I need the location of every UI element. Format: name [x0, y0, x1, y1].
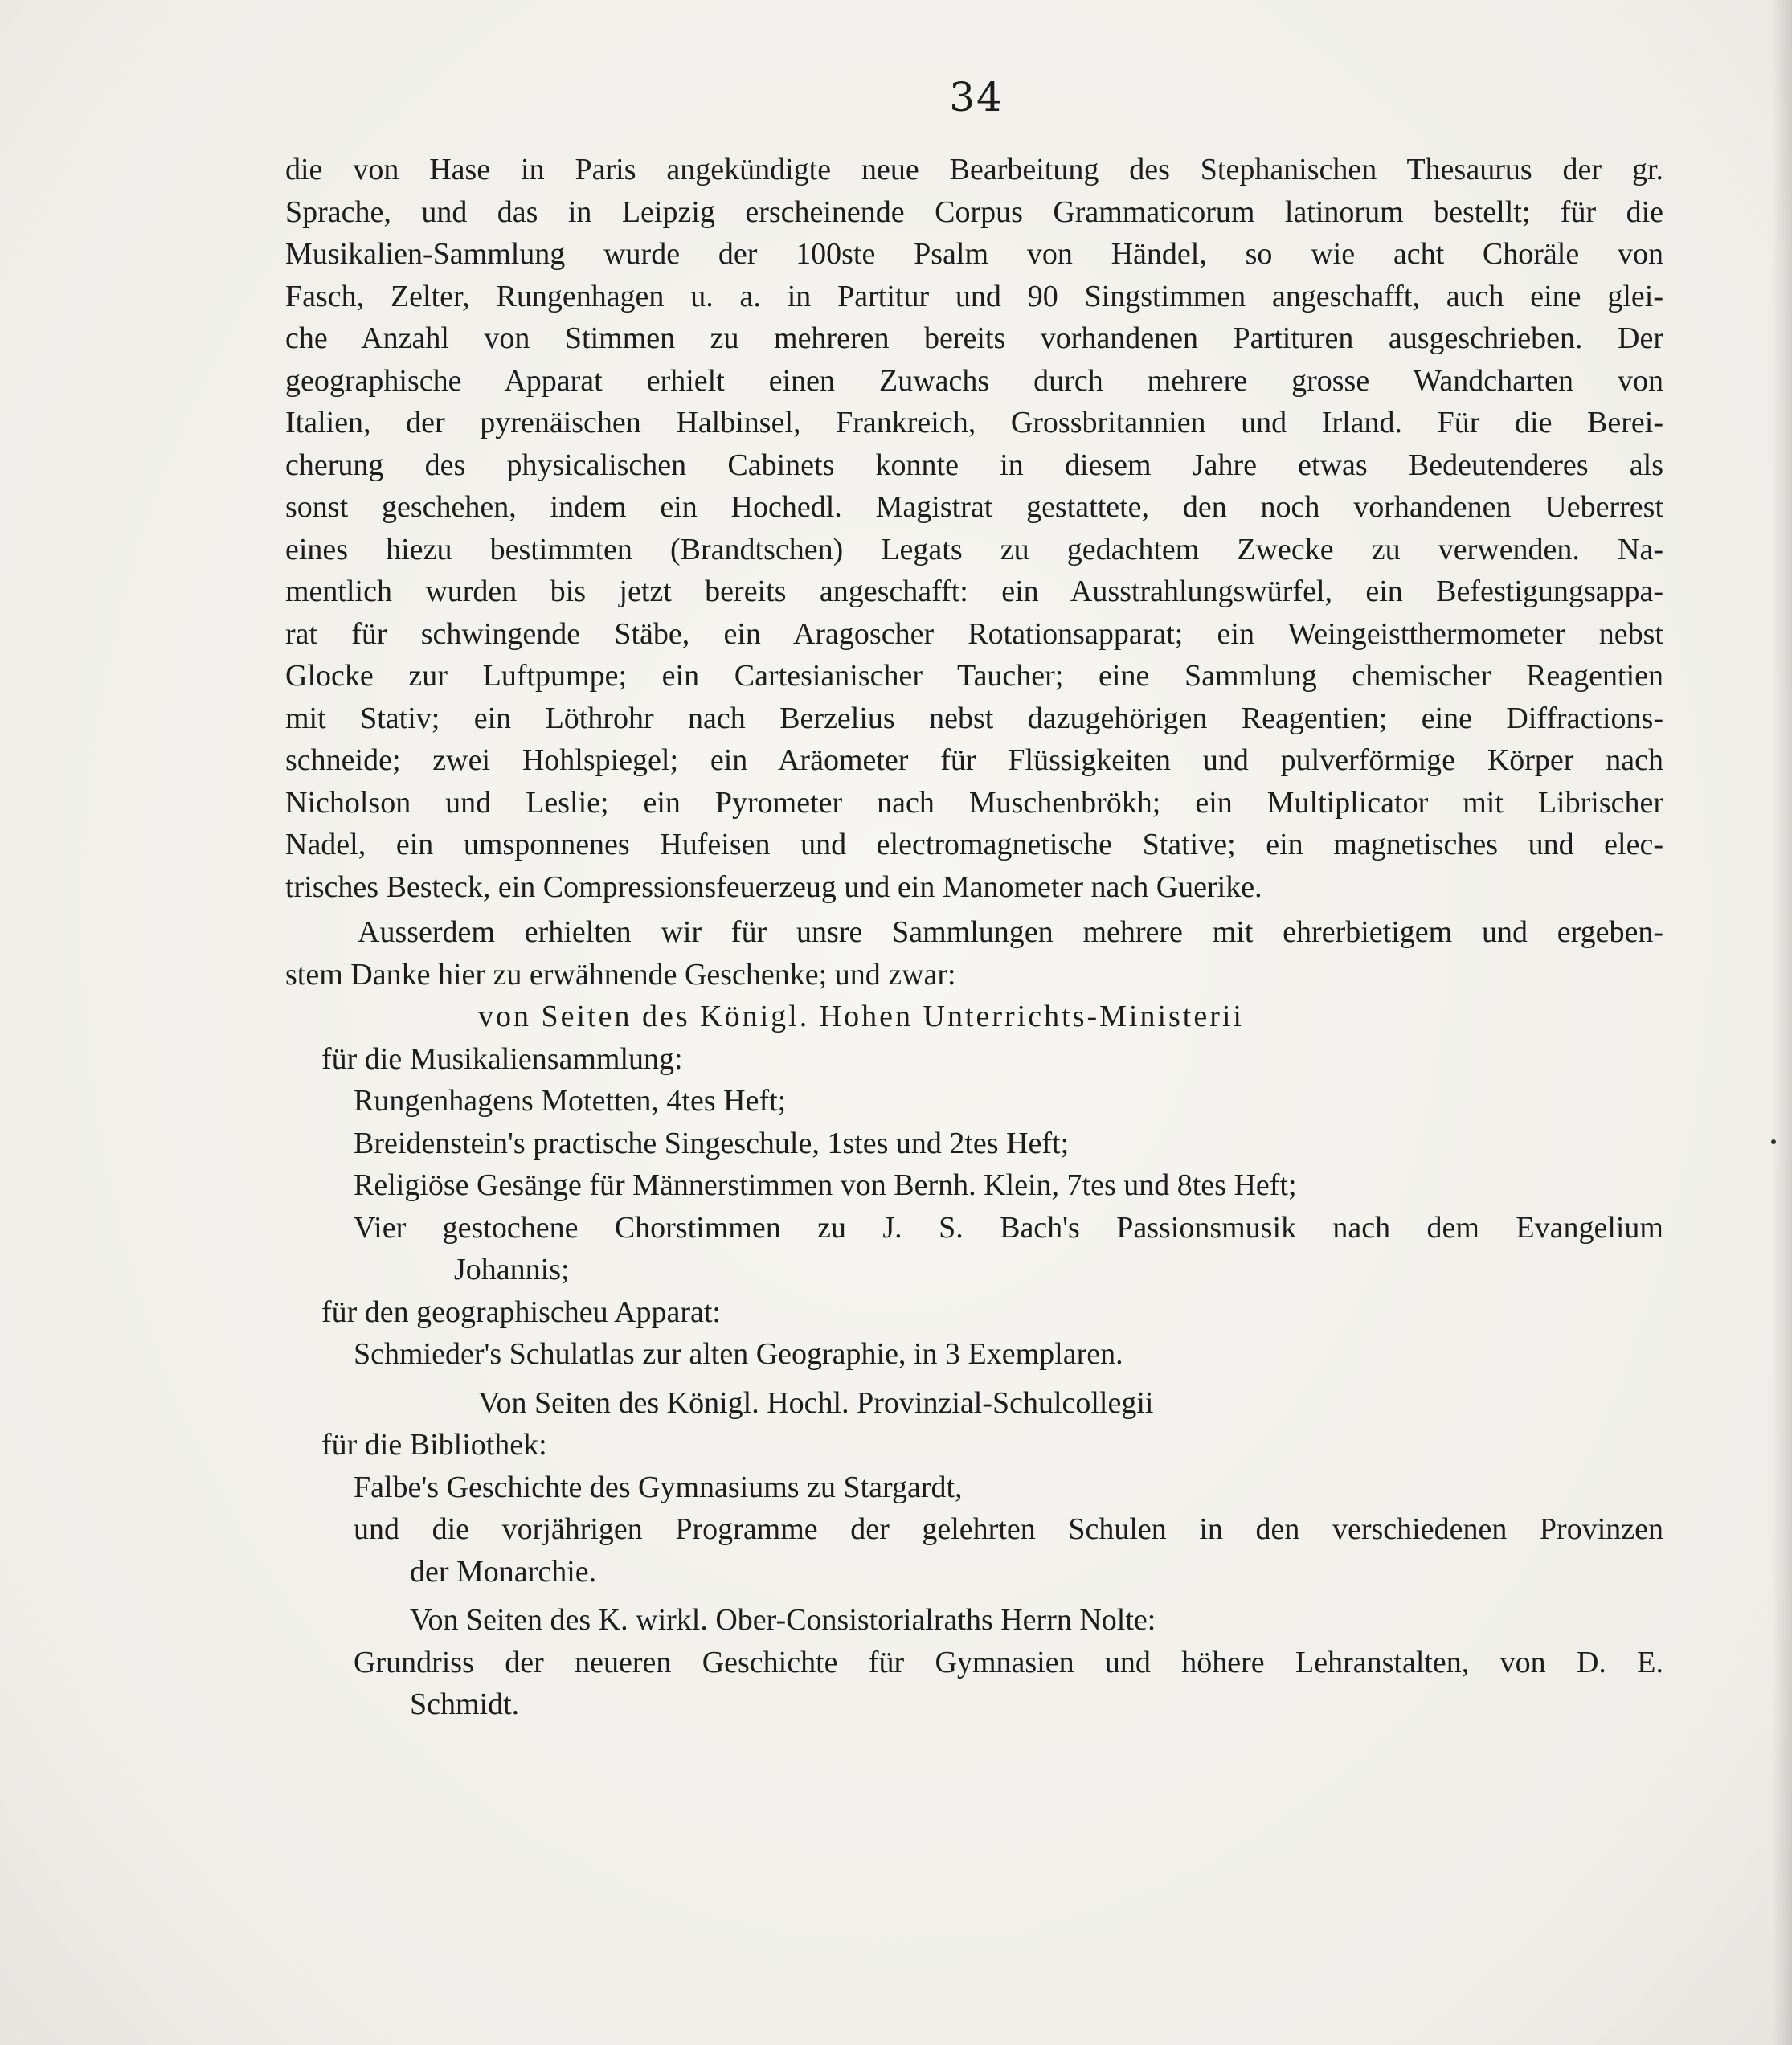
provincial-section [285, 1382, 1663, 1593]
text-line: cherung des physicalischen Cabinets konnte in diesem Jahre etwas Bedeutenderes als [285, 448, 1663, 482]
text-line: Fasch, Zelter, Rungenhagen u. a. in Partitur und 90 Singstimmen angeschafft, auch eine glei- [285, 279, 1663, 313]
list-item: Falbe's Geschichte des Gymnasiums zu Stargardt, [354, 1470, 963, 1504]
list-item: Schmieder's Schulatlas zur alten Geographie, in 3 Exemplaren. [354, 1337, 1123, 1371]
text-line: Ausserdem erhielten wir für unsre Sammlungen mehrere mit ehrerbietigem und ergeben- [358, 915, 1663, 949]
text-line: trisches Besteck, ein Compressionsfeuerzeug und ein Manometer nach Guerike. [285, 869, 1262, 904]
subsection-label: für den geographischeu Apparat: [321, 1294, 721, 1329]
list-item: und die vorjährigen Programme der gelehrten Schulen in den verschiedenen Provinzen [354, 1512, 1663, 1546]
paragraph-acquisitions [285, 149, 1663, 908]
text-line: Glocke zur Luftpumpe; ein Cartesianischer Taucher; eine Sammlung chemischer Reagentien [285, 659, 1663, 693]
list-item-continuation: Schmidt. [410, 1687, 520, 1721]
list-item: Vier gestochene Chorstimmen zu J. S. Bach's Passionsmusik nach dem Evangelium [354, 1210, 1663, 1245]
text-line: stem Danke hier zu erwähnende Geschenke; und zwar: [285, 957, 956, 992]
list-item-continuation: Johannis; [454, 1253, 570, 1286]
text-line: Italien, der pyrenäischen Halbinsel, Frankreich, Grossbritannien und Irland. Für die Berei- [285, 406, 1663, 440]
text-line: eines hiezu bestimmten (Brandtschen) Legats zu gedachtem Zwecke zu verwenden. Na- [285, 532, 1663, 566]
subsection-label: für die Bibliothek: [321, 1428, 547, 1462]
text-line: Musikalien-Sammlung wurde der 100ste Psalm von Händel, so wie acht Choräle von [285, 237, 1663, 271]
subsection-label: für die Musikaliensammlung: [321, 1041, 683, 1076]
page-edge-shadow [1771, 0, 1792, 2045]
body-text [285, 149, 1663, 1726]
section-heading: von Seiten des Königl. Hohen Unterrichts-Ministerii [478, 1000, 1244, 1033]
nolte-section [285, 1599, 1663, 1726]
ministry-section [285, 996, 1663, 1376]
list-item: Religiöse Gesänge für Männerstimmen von Bernh. Klein, 7tes und 8tes Heft; [354, 1168, 1297, 1202]
text-line: schneide; zwei Hohlspiegel; ein Aräometer für Flüssigkeiten und pulverförmige Körper nach [285, 743, 1663, 777]
text-line: mentlich wurden bis jetzt bereits angeschafft: ein Ausstrahlungswürfel, ein Befestigungsappa- [285, 575, 1663, 608]
text-line: Nicholson und Leslie; ein Pyrometer nach Muschenbrökh; ein Multiplicator mit Librischer [285, 785, 1663, 820]
list-item: Grundriss der neueren Geschichte für Gymnasien und höhere Lehranstalten, von D. E. [354, 1645, 1663, 1679]
text-line: die von Hase in Paris angekündigte neue Bearbeitung des Stephanischen Thesaurus der gr. [285, 153, 1663, 186]
list-item: Rungenhagens Motetten, 4tes Heft; [354, 1084, 787, 1118]
text-line: Nadel, ein umsponnenes Hufeisen und electromagnetische Stative; ein magnetisches und elec- [285, 828, 1663, 861]
paragraph-gifts [285, 911, 1663, 996]
text-line: rat für schwingende Stäbe, ein Aragoscher Rotationsapparat; ein Weingeistthermometer nebst [285, 616, 1663, 651]
page-number: 34 [949, 74, 1004, 121]
text-line: mit Stativ; ein Löthrohr nach Berzelius nebst dazugehörigen Reagentien; eine Diffractions- [285, 701, 1663, 735]
text-line: che Anzahl von Stimmen zu mehreren bereits vorhandenen Partituren ausgeschrieben. Der [285, 321, 1663, 355]
list-item-continuation: der Monarchie. [410, 1554, 597, 1589]
list-item: Breidenstein's practische Singeschule, 1stes und 2tes Heft; [354, 1126, 1070, 1160]
text-line: geographische Apparat erhielt einen Zuwachs durch mehrere grosse Wandcharten von [285, 363, 1663, 398]
section-heading: Von Seiten des K. wirkl. Ober-Consistorialraths Herrn Nolte: [410, 1603, 1156, 1637]
ink-speck [1771, 1139, 1776, 1144]
text-line: sonst geschehen, indem ein Hochedl. Magistrat gestattete, den noch vorhandenen Ueberrest [285, 490, 1663, 524]
section-heading: Von Seiten des Königl. Hochl. Provinzial-Schulcollegii [478, 1385, 1154, 1420]
text-line: Sprache, und das in Leipzig erscheinende Corpus Grammaticorum latinorum bestellt; für die [285, 194, 1663, 229]
